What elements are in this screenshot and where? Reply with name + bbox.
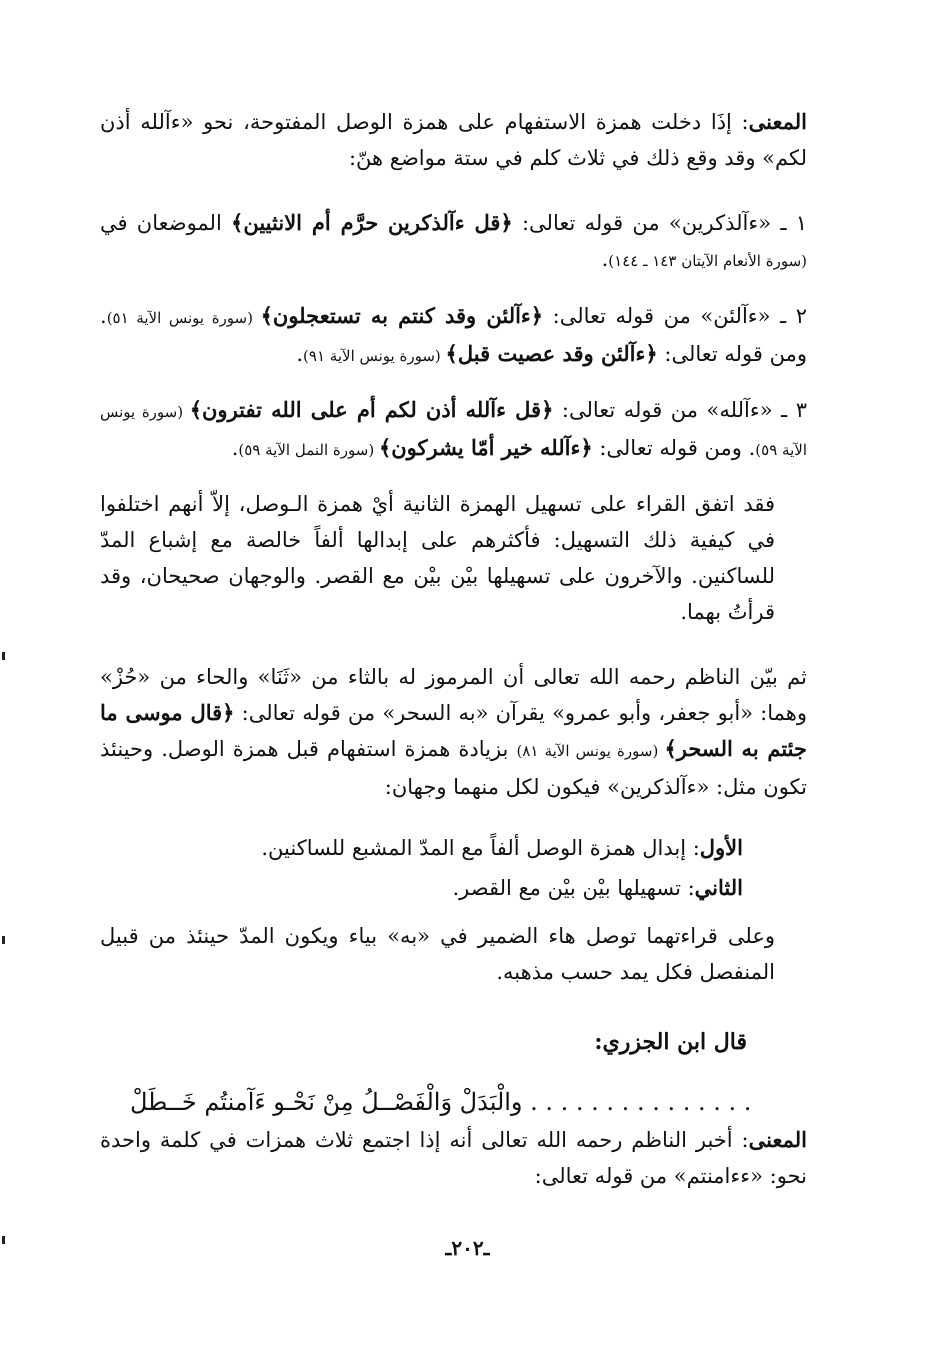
- item2-end: .: [296, 342, 304, 366]
- margin-mark: [2, 652, 5, 660]
- item2-prefix: ٢ ـ «ءآلئن» من قوله تعالى:: [543, 304, 807, 328]
- final-label: المعنى: [748, 1127, 807, 1152]
- para2-verse: ﴿قال موسى ما جئتم به السحر﴾: [100, 700, 807, 761]
- para2-end: بزيادة همزة استفهام قبل همزة الوصل. وحينئذ تكون مثل: «ءآلذكرين» فيكون لكل منهما وجهان:: [100, 737, 807, 799]
- meaning-label: المعنى: [748, 109, 807, 134]
- item3-end: .: [231, 436, 239, 460]
- para2-ref: (سورة يونس الآية ٨١): [516, 742, 665, 760]
- intro-paragraph: [100, 104, 807, 176]
- item1-verse: ﴿قل ءآلذكرين حرَّم أم الانثيين﴾: [231, 210, 513, 235]
- item3-mid: . ومن قوله تعالى:: [592, 436, 756, 460]
- item1-ref: (سورة الأنعام الآيتان ١٤٣ ـ ١٤٤): [608, 252, 807, 270]
- list-item-2: [100, 298, 807, 374]
- poem-verse-line: . . . . . . . . . . . . . . . والْبَدَلْ وَالْفَصْــلُ مِنْ نَحْـو ءَآمنتُم خَــطَلْ: [130, 1088, 752, 1116]
- second-label: الثاني: [694, 875, 743, 900]
- margin-mark: [2, 1236, 5, 1244]
- item2-verse1: ﴿ءآلئن وقد كنتم به تستعجلون﴾: [260, 303, 544, 328]
- paragraph-reading: وعلى قراءتهما توصل هاء الضمير في «به» بياء ويكون المدّ حينئذ من قبيل المنفصل فكل يمد حسب مذهبه.: [100, 924, 775, 984]
- second-text: : تسهيلها بيْن بيْن مع القصر.: [452, 876, 695, 900]
- margin-mark: [2, 936, 5, 944]
- option-second: [100, 870, 743, 906]
- first-label: الأول: [699, 835, 743, 860]
- item3-ref1: (سورة يونس الآية ٥٩): [100, 403, 807, 459]
- item1-prefix: ١ ـ «ءآلذكرين» من قوله تعالى:: [512, 211, 808, 235]
- item3-ref2: (سورة النمل الآية ٥٩): [238, 441, 379, 459]
- paragraph-final: [100, 1122, 807, 1194]
- item2-ref1: (سورة يونس الآية ٥١): [106, 309, 261, 327]
- para2-start: ثم بيّن الناظم رحمه الله تعالى أن المرموز له بالثاء من «ثَنَا» والحاء من «حُزْ» وهما: «أبو جعفر، وأبو عمرو» يقرآن «به السحر» من قوله تعالى:: [100, 665, 808, 725]
- paragraph-explanation: [100, 659, 807, 805]
- list-item-3: [100, 392, 807, 468]
- option-first: [100, 830, 743, 866]
- final-text: : أخبر الناظم رحمه الله تعالى أنه إذا اجتمع ثلاث همزات في كلمة واحدة نحو: «ءءامنتم» من قوله تعالى:: [100, 1128, 807, 1188]
- item3-verse2: ﴿ءآلله خير أمّا يشركون﴾: [378, 435, 593, 460]
- intro-text: : إذَا دخلت همزة الاستفهام على همزة الوصل المفتوحة، نحو «ءآلله أذن لكم» وقد وقع ذلك في ثلاث كلم في ستة مواضع هنّ:: [100, 110, 807, 170]
- item3-verse1: ﴿قل ءآلله أذن لكم أم على الله تفترون﴾: [189, 397, 554, 422]
- first-text: : إبدال همزة الوصل ألفاً مع المدّ المشبع للساكنين.: [261, 836, 700, 860]
- item2-mid: . ومن قوله تعالى:: [100, 304, 807, 366]
- item2-ref2: (سورة يونس الآية ٩١): [303, 347, 446, 365]
- section-heading: قال ابن الجزري:: [594, 1029, 747, 1055]
- item2-verse2: ﴿ءآلئن وقد عصيت قبل﴾: [445, 341, 658, 366]
- item3-prefix: ٣ ـ «ءآلله» من قوله تعالى:: [553, 398, 807, 422]
- item1-end: .: [601, 247, 609, 271]
- paragraph-agreement: فقد اتفق القراء على تسهيل الهمزة الثانية أيْ همزة الـوصل، إلاّ أنهم اختلفوا في كيفية ذلك التسهيل: فأكثرهم على إبدالها ألفاً خالصة مع إشباع المدّ للساكنين. والآخرون على تسهيلها بيْن بيْن مع القصر. والوجهان صحيحان، وقد قرأتُ بهما.: [100, 492, 775, 624]
- item1-after: الموضعان في: [100, 211, 232, 235]
- list-item-1: [100, 205, 807, 279]
- page-number: ـ٢٠٢ـ: [445, 1236, 490, 1260]
